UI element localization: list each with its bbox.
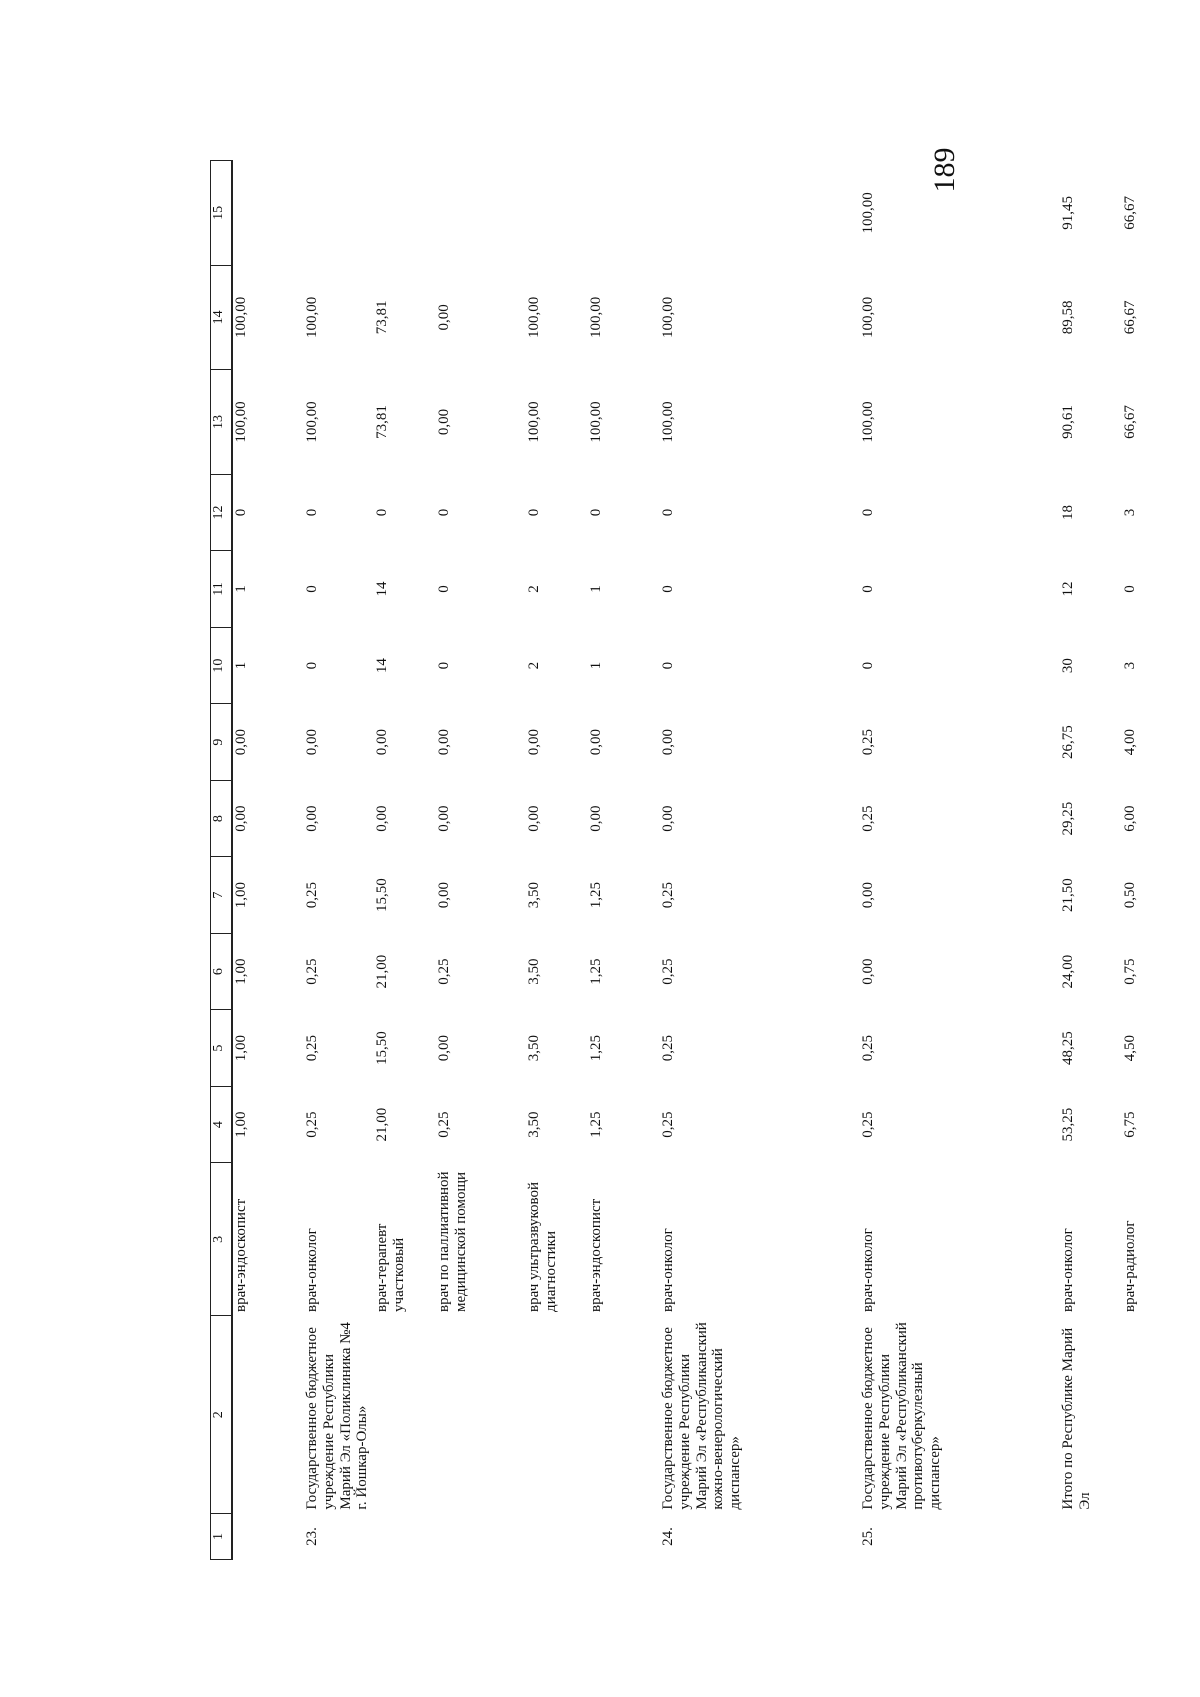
value-cell: 0 (526, 508, 542, 517)
value-cell: 14 (374, 658, 390, 674)
value-cell: 0,00 (660, 728, 676, 756)
value-cell: 21,50 (1060, 878, 1076, 912)
row-spacer (1050, 161, 1060, 1560)
organization-cell (526, 1316, 588, 1514)
value-cell: 100,00 (660, 296, 676, 339)
value-cell: 26,75 (1060, 725, 1076, 759)
position-cell: врач-онколог (1060, 1228, 1076, 1312)
value-cell: 0,25 (660, 958, 676, 985)
value-cell: 89,58 (1060, 300, 1076, 335)
value-cell: 73,81 (374, 405, 390, 439)
row-number-cell (1060, 1514, 1122, 1560)
value-cell: 91,45 (1060, 195, 1076, 230)
value-cell: 0,00 (588, 805, 604, 832)
value-cell: 2 (526, 661, 542, 670)
header-cell: 13 (211, 370, 233, 475)
value-cell: 0,25 (660, 881, 676, 909)
organization-cell: Государственное бюджетное учреждение Республики Марий Эл «Республиканский противотуберкулезный диспансер» (860, 1322, 944, 1510)
value-cell (436, 161, 526, 266)
value-cell: 0,00 (436, 881, 452, 909)
value-cell: 3,50 (526, 1035, 542, 1062)
row-spacer (650, 161, 660, 1560)
value-cell: 3,50 (526, 1111, 542, 1138)
row-number-cell (526, 1514, 588, 1560)
table-header (211, 161, 233, 1560)
value-cell: 0,00 (526, 728, 542, 756)
value-cell: 0,25 (304, 881, 320, 909)
value-cell: 100,00 (233, 296, 249, 339)
value-cell: 0,00 (436, 1035, 452, 1062)
value-cell: 100,00 (860, 192, 876, 234)
header-cell: 12 (211, 474, 233, 551)
value-cell: 0,25 (860, 728, 876, 756)
value-cell: 24,00 (1060, 954, 1076, 989)
header-cell: 10 (211, 627, 233, 704)
value-cell: 0 (660, 508, 676, 517)
value-cell: 3,50 (526, 881, 542, 909)
value-cell: 0 (304, 508, 320, 517)
table-row (1060, 161, 1122, 1560)
spacer-cell (294, 161, 304, 1560)
row-number-cell (588, 1514, 650, 1560)
value-cell: 0,00 (436, 304, 452, 331)
value-cell: 73,81 (374, 300, 390, 335)
spacer-cell (850, 161, 860, 1560)
value-cell: 0,50 (1122, 881, 1138, 909)
value-cell (660, 161, 850, 266)
organization-cell (374, 1316, 436, 1514)
header-cell: 4 (211, 1086, 233, 1163)
row-number-cell: 25. (860, 1527, 876, 1546)
staffing-table (210, 160, 1170, 1560)
organization-cell: Итого по Республике Марий Эл (1060, 1327, 1093, 1510)
position-cell: врач-онколог (304, 1228, 320, 1312)
value-cell: 0,00 (436, 805, 452, 832)
value-cell: 21,00 (374, 954, 390, 989)
value-cell: 100,00 (304, 401, 320, 443)
table-row (660, 161, 850, 1560)
value-cell: 100,00 (304, 296, 320, 339)
value-cell: 6,75 (1122, 1111, 1138, 1138)
value-cell: 0,00 (374, 728, 390, 756)
value-cell: 66,67 (1122, 405, 1138, 439)
value-cell: 0,00 (436, 408, 452, 436)
value-cell: 0 (304, 585, 320, 593)
organization-cell: Государственное бюджетное учреждение Республики Марий Эл «Республиканский кожно-венерологический диспансер» (660, 1322, 744, 1510)
value-cell: 15,50 (374, 878, 390, 912)
header-cell: 7 (211, 857, 233, 934)
value-cell: 0,25 (860, 1035, 876, 1062)
value-cell: 0,25 (304, 1111, 320, 1138)
row-number-cell: 23. (304, 1527, 320, 1546)
value-cell: 0,00 (660, 805, 676, 832)
value-cell: 0 (233, 508, 249, 517)
spacer-cell (650, 161, 660, 1560)
value-cell: 53,25 (1060, 1107, 1076, 1142)
value-cell: 100,00 (860, 401, 876, 443)
value-cell: 0,25 (304, 1035, 320, 1062)
value-cell: 66,67 (1122, 195, 1138, 230)
row-spacer (850, 161, 860, 1560)
value-cell: 0,00 (374, 805, 390, 832)
table-row (1122, 161, 1170, 1560)
value-cell: 0,25 (860, 805, 876, 832)
position-cell: врач-эндоскопист (588, 1198, 604, 1312)
value-cell: 1,25 (588, 1111, 604, 1138)
value-cell: 0,00 (860, 958, 876, 985)
position-cell: врач ультразвуковой диагностики (526, 1181, 559, 1312)
value-cell: 1,00 (233, 881, 249, 909)
value-cell: 1,25 (588, 881, 604, 909)
value-cell: 0,25 (436, 1111, 452, 1138)
value-cell: 100,00 (233, 401, 249, 443)
value-cell: 3,50 (526, 958, 542, 985)
value-cell: 100,00 (526, 296, 542, 339)
value-cell: 6,00 (1122, 805, 1138, 832)
header-cell: 9 (211, 704, 233, 781)
value-cell: 0 (436, 508, 452, 517)
table-row (374, 161, 436, 1560)
value-cell: 0,00 (304, 728, 320, 756)
value-cell: 2 (526, 585, 542, 593)
value-cell: 1 (233, 661, 249, 670)
value-cell: 3 (1122, 508, 1138, 517)
value-cell: 0,25 (660, 1035, 676, 1062)
value-cell: 66,67 (1122, 300, 1138, 335)
value-cell: 0,00 (233, 728, 249, 756)
value-cell (588, 161, 650, 266)
position-cell: врач по паллиативной медицинской помощи (436, 1171, 469, 1312)
value-cell: 0,25 (660, 1111, 676, 1138)
value-cell: 0,00 (526, 805, 542, 832)
value-cell: 1,00 (233, 958, 249, 985)
value-cell: 1 (588, 585, 604, 593)
value-cell: 4,00 (1122, 728, 1138, 756)
header-cell: 11 (211, 551, 233, 628)
position-cell: врач-терапевт участковый (374, 1223, 407, 1312)
value-cell: 0 (660, 585, 676, 593)
value-cell (374, 161, 436, 266)
value-cell: 0,00 (304, 805, 320, 832)
value-cell: 14 (374, 581, 390, 597)
organization-cell (436, 1316, 526, 1514)
value-cell: 0,00 (588, 728, 604, 756)
value-cell: 0,75 (1122, 958, 1138, 985)
value-cell (232, 161, 294, 266)
value-cell: 12 (1060, 581, 1076, 597)
value-cell: 1,00 (233, 1111, 249, 1138)
value-cell: 0 (436, 585, 452, 593)
value-cell: 0 (374, 508, 390, 517)
organization-cell: Государственное бюджетное учреждение Республики Марий Эл «Поликлиника №4 г. Йошкар-Олы» (304, 1322, 371, 1510)
header-cell: 1 (211, 1514, 233, 1560)
value-cell: 0 (860, 661, 876, 670)
row-spacer (294, 161, 304, 1560)
value-cell: 0,00 (860, 881, 876, 909)
value-cell: 0 (860, 585, 876, 593)
value-cell: 100,00 (860, 296, 876, 339)
value-cell: 0,00 (233, 805, 249, 832)
value-cell (304, 161, 374, 266)
value-cell: 21,00 (374, 1107, 390, 1142)
value-cell: 1,25 (588, 958, 604, 985)
header-cell: 8 (211, 780, 233, 857)
row-number-cell (1122, 1514, 1170, 1560)
organization-cell (588, 1316, 650, 1514)
value-cell: 0,00 (436, 728, 452, 756)
table-row (232, 161, 294, 1560)
value-cell: 0,25 (436, 958, 452, 985)
value-cell: 0 (860, 508, 876, 517)
header-cell: 14 (211, 265, 233, 370)
position-cell: врач-эндоскопист (233, 1198, 249, 1312)
value-cell: 0 (304, 661, 320, 670)
value-cell: 100,00 (588, 401, 604, 443)
value-cell: 29,25 (1060, 801, 1076, 836)
value-cell: 100,00 (526, 401, 542, 443)
organization-cell (1122, 1316, 1170, 1514)
row-number-cell (436, 1514, 526, 1560)
header-cell: 15 (211, 161, 233, 266)
table-row (860, 161, 1050, 1560)
table-row (304, 161, 374, 1560)
value-cell: 0,25 (860, 1111, 876, 1138)
spacer-cell (1050, 161, 1060, 1560)
value-cell: 0 (588, 508, 604, 517)
value-cell: 100,00 (588, 296, 604, 339)
header-cell: 3 (211, 1163, 233, 1316)
value-cell: 4,50 (1122, 1035, 1138, 1062)
value-cell: 15,50 (374, 1031, 390, 1066)
value-cell: 0 (660, 661, 676, 670)
value-cell: 1 (588, 661, 604, 670)
header-cell: 5 (211, 1010, 233, 1087)
table-row (436, 161, 526, 1560)
table-row (526, 161, 588, 1560)
position-cell: врач-онколог (860, 1228, 876, 1312)
value-cell (526, 161, 588, 266)
table-row (588, 161, 650, 1560)
value-cell: 90,61 (1060, 405, 1076, 439)
value-cell: 3 (1122, 661, 1138, 670)
page-number: 189 (928, 147, 961, 193)
value-cell: 1,25 (588, 1035, 604, 1062)
value-cell: 0 (436, 661, 452, 670)
value-cell: 30 (1060, 658, 1076, 674)
value-cell: 1 (233, 585, 249, 593)
header-cell: 2 (211, 1316, 233, 1514)
row-number-cell (232, 1514, 294, 1560)
position-cell: врач-радиолог (1122, 1220, 1138, 1312)
rotated-table-container (210, 160, 1138, 1560)
value-cell: 48,25 (1060, 1031, 1076, 1066)
value-cell: 18 (1060, 505, 1076, 521)
value-cell: 100,00 (660, 401, 676, 443)
row-number-cell: 24. (660, 1527, 676, 1546)
value-cell: 0,25 (304, 958, 320, 985)
organization-cell (232, 1316, 294, 1514)
header-cell: 6 (211, 933, 233, 1010)
row-number-cell (374, 1514, 436, 1560)
value-cell: 1,00 (233, 1035, 249, 1062)
value-cell: 0 (1122, 585, 1138, 593)
position-cell: врач-онколог (660, 1228, 676, 1312)
table-body (232, 161, 1170, 1560)
